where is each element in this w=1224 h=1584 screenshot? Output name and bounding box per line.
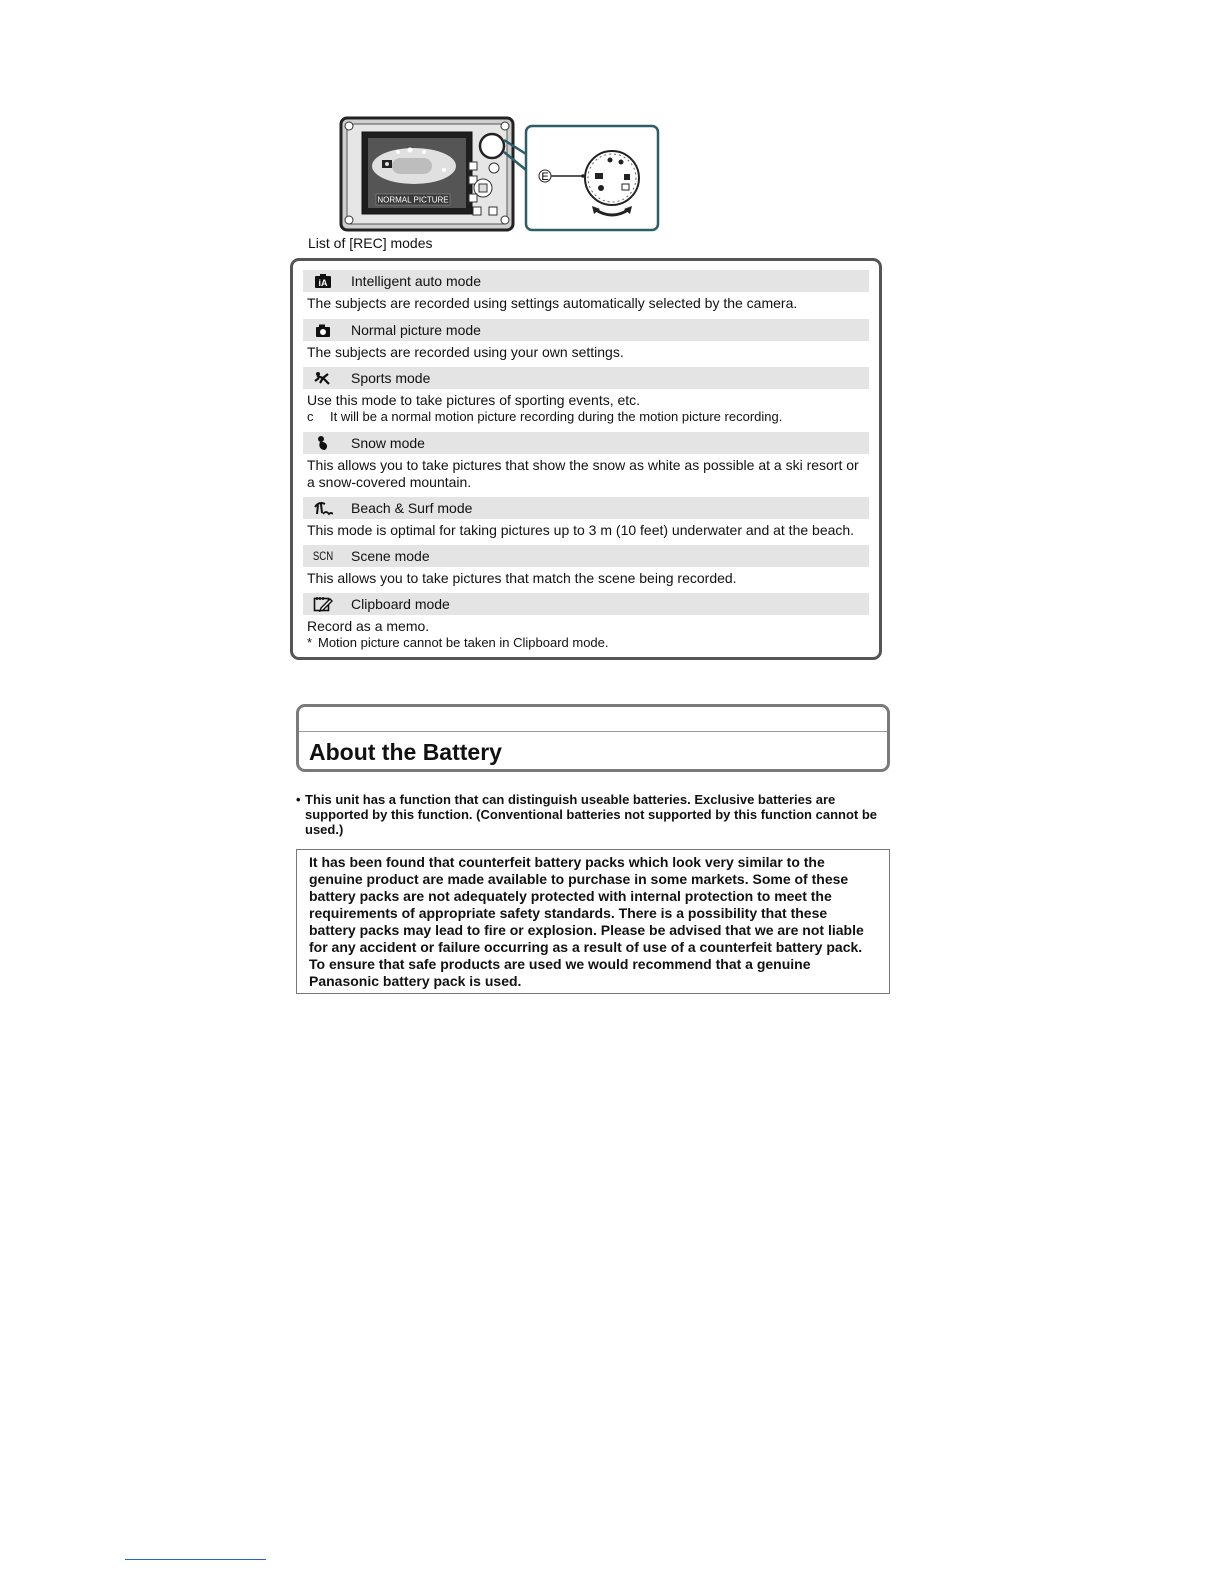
bullet-text: This unit has a function that can distinguish useable batteries. Exclusive batteries are supported by this function. (Conventional batteries not supported by this function cannot be used.) (305, 792, 877, 837)
battery-bullet (296, 792, 892, 837)
section-header (296, 704, 890, 772)
svg-text:iA: iA (318, 278, 328, 288)
rec-mode-list (290, 258, 882, 660)
bullet-mark: • (296, 792, 301, 807)
mode-name: Sports mode (351, 370, 431, 386)
intelligent-auto-icon (303, 274, 343, 288)
snow-icon (303, 435, 343, 451)
mode-description: This allows you to take pictures that match the scene being recorded. (307, 570, 737, 586)
mode-name: Snow mode (351, 435, 425, 451)
callout-letter: E (541, 171, 549, 183)
mode-description: The subjects are recorded using your own settings. (307, 344, 624, 360)
mode-header (303, 319, 869, 341)
mode-note (303, 409, 869, 425)
mode-item-normal-picture (303, 319, 869, 361)
mode-item-snow (303, 432, 869, 491)
mode-name: Intelligent auto mode (351, 273, 481, 289)
note-marker: * (307, 635, 313, 650)
mode-item-beach-surf (303, 497, 869, 539)
mode-header (303, 367, 869, 389)
note-marker: c (307, 409, 314, 424)
mode-description: The subjects are recorded using settings automatically selected by the camera. (307, 295, 798, 311)
mode-header (303, 545, 869, 567)
mode-header (303, 497, 869, 519)
clipboard-icon (303, 596, 343, 612)
mode-name: Clipboard mode (351, 596, 450, 612)
mode-description: This mode is optimal for taking pictures up to 3 m (10 feet) underwater and at the beach. (307, 522, 855, 538)
mode-note (303, 635, 869, 651)
mode-description: Record as a memo. (307, 618, 430, 634)
mode-description: This allows you to take pictures that show the snow as white as possible at a ski resort or a snow-covered mountain. (307, 457, 859, 490)
note-text: It will be a normal motion picture recording during the motion picture recording. (330, 409, 783, 424)
mode-description: Use this mode to take pictures of sporting events, etc. (307, 392, 641, 408)
mode-item-sports (303, 367, 869, 425)
mode-item-intelligent-auto (303, 270, 869, 312)
rec-modes-caption: List of [REC] modes (308, 235, 433, 251)
footer-rule (125, 1559, 266, 1560)
counterfeit-battery-warning: It has been found that counterfeit battery packs which look very similar to the genuine product are made available to purchase in some markets. Some of these battery packs are not adequately protected with internal protection to meet the requirements of appropriate safety standards. There is a possibility that these battery packs may lead to fire or explosion. Please be advised that we are not liable for any accident or failure occurring as a result of use of a counterfeit battery pack. To ensure that safe products are used we would recommend that a genuine Panasonic battery pack is used. (296, 849, 890, 994)
mode-name: Scene mode (351, 548, 430, 564)
sports-icon (303, 371, 343, 385)
mode-item-scene (303, 545, 869, 587)
beach-surf-icon (303, 501, 343, 516)
lcd-mode-label: NORMAL PICTURE (377, 195, 449, 205)
section-title: About the Battery (309, 739, 502, 765)
mode-name: Normal picture mode (351, 322, 481, 338)
mode-name: Beach & Surf mode (351, 500, 473, 516)
note-text: Motion picture cannot be taken in Clipboard mode. (318, 635, 609, 650)
mode-header (303, 593, 869, 615)
section-header-divider (299, 731, 887, 732)
mode-header (303, 270, 869, 292)
scene-scn-icon: SCN (312, 549, 334, 563)
camera-back-illustration (338, 114, 662, 234)
mode-header (303, 432, 869, 454)
mode-item-clipboard (303, 593, 869, 651)
camera-icon (303, 324, 343, 337)
